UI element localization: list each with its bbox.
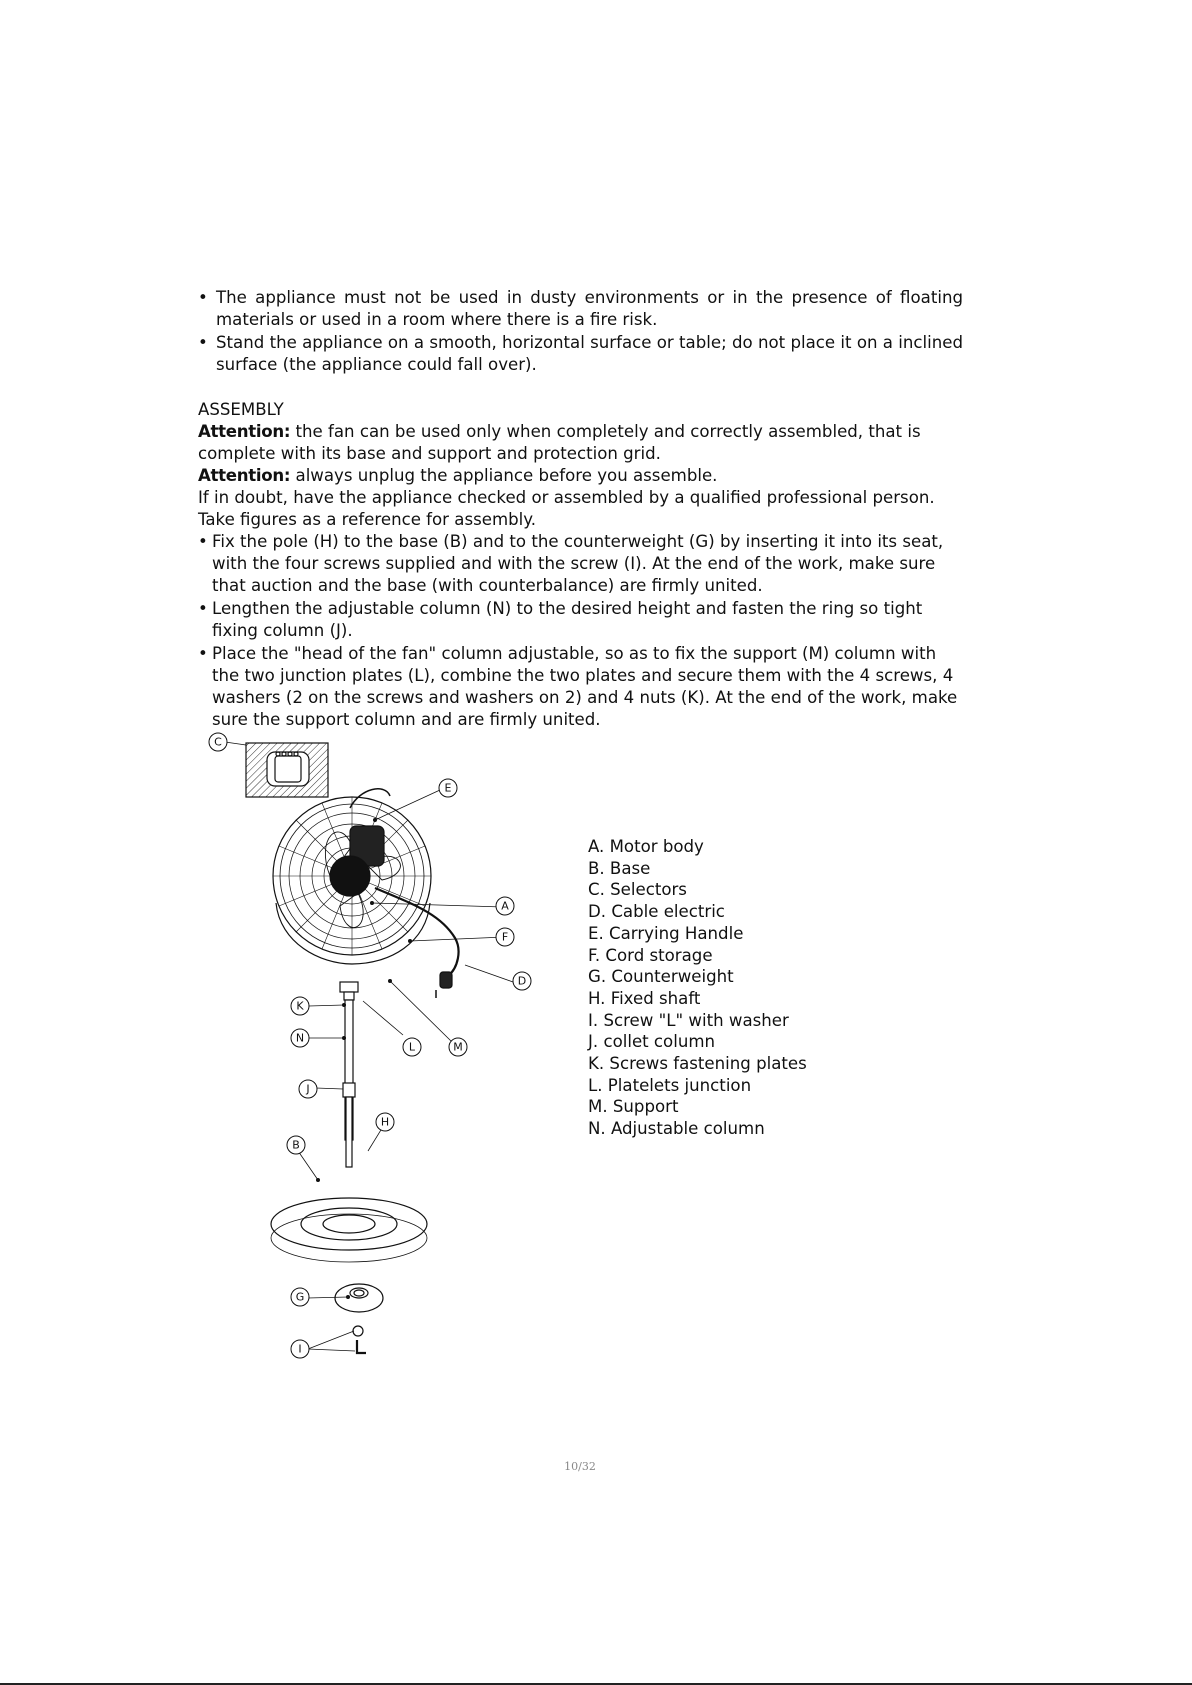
callout-I: I [298,1342,302,1356]
callout-A: A [501,899,509,913]
attention-note: Attention: the fan can be used only when completely and correctly assembled, that is complete with its base and support and protection grid. [198,422,921,463]
bullet-icon: • [198,288,208,307]
page-number: 10/32 [564,1460,596,1473]
callout-K: K [296,999,304,1013]
legend-item: M. Support [588,1097,679,1117]
callout-J: J [306,1082,310,1096]
selector-panel-inset [246,743,328,797]
callout-D: D [517,974,527,988]
safety-bullet: • The appliance must not be used in dusty environments or in the presence of floating materials or used in a room where there is a fire risk. [198,288,963,329]
legend-item: A. Motor body [588,837,704,856]
motor-hub [330,856,370,896]
callout-C: C [214,735,222,749]
fan-diagram-svg [200,728,550,1368]
bullet-icon: • [198,532,208,551]
legend-item: J. collet column [588,1032,716,1052]
callout-B: B [292,1138,300,1152]
legend-item: D. Cable electric [588,902,725,922]
callout-F: F [501,930,509,944]
legend-item: F. Cord storage [588,945,713,965]
figures-note: Take figures as a reference for assembly. [198,510,536,529]
assembly-step: • Lengthen the adjustable column (N) to the desired height and fasten the ring so tight fixing column (J). [198,599,923,640]
parts-legend [588,836,807,1140]
attention-note: Attention: always unplug the appliance before you assemble. [198,466,718,485]
callout-N: N [295,1031,305,1045]
assembly-step: • Fix the pole (H) to the base (B) and to the counterweight (G) by inserting it into its seat, with the four screws supplied and with the screw (I). At the end of the work, make sure that auction and the base (with counterbalance) are firmly united. [198,532,944,595]
bullet-icon: • [198,644,208,663]
callout-H: H [380,1115,390,1129]
legend-item: C. Selectors [588,880,687,900]
callout-G: G [295,1290,305,1304]
legend-item: E. Carrying Handle [588,923,744,943]
doubt-note: If in doubt, have the appliance checked or assembled by a qualified professional person. [198,488,935,507]
safety-bullet-list [198,287,963,377]
safety-bullet: • Stand the appliance on a smooth, horizontal surface or table; do not place it on a inclined surface (the appliance could fall over). [198,333,963,374]
fan-assembly-diagram [200,728,550,1368]
callout-L: L [408,1040,416,1054]
callout-M: M [453,1040,463,1054]
legend-item: B. Base [588,858,651,878]
bullet-icon: • [198,599,208,618]
legend-item: L. Platelets junction [588,1075,752,1095]
legend-item: H. Fixed shaft [588,988,701,1008]
callout-E: E [444,781,452,795]
assembly-section [198,399,968,732]
assembly-step: • Place the "head of the fan" column adjustable, so as to fix the support (M) column with the two junction plates (L), combine the two plates and secure them with the 4 screws, 4 washers (2 on the screws and washers on 2) and 4 nuts (K). At the end of the work, make sure the support column and are firmly united. [198,644,958,729]
assembly-heading: ASSEMBLY [198,400,284,419]
legend-item: K. Screws fastening plates [588,1054,807,1074]
bullet-icon: • [198,333,208,352]
legend-item: I. Screw "L" with washer [588,1010,789,1030]
legend-item: G. Counterweight [588,967,734,987]
legend-item: N. Adjustable column [588,1119,765,1139]
